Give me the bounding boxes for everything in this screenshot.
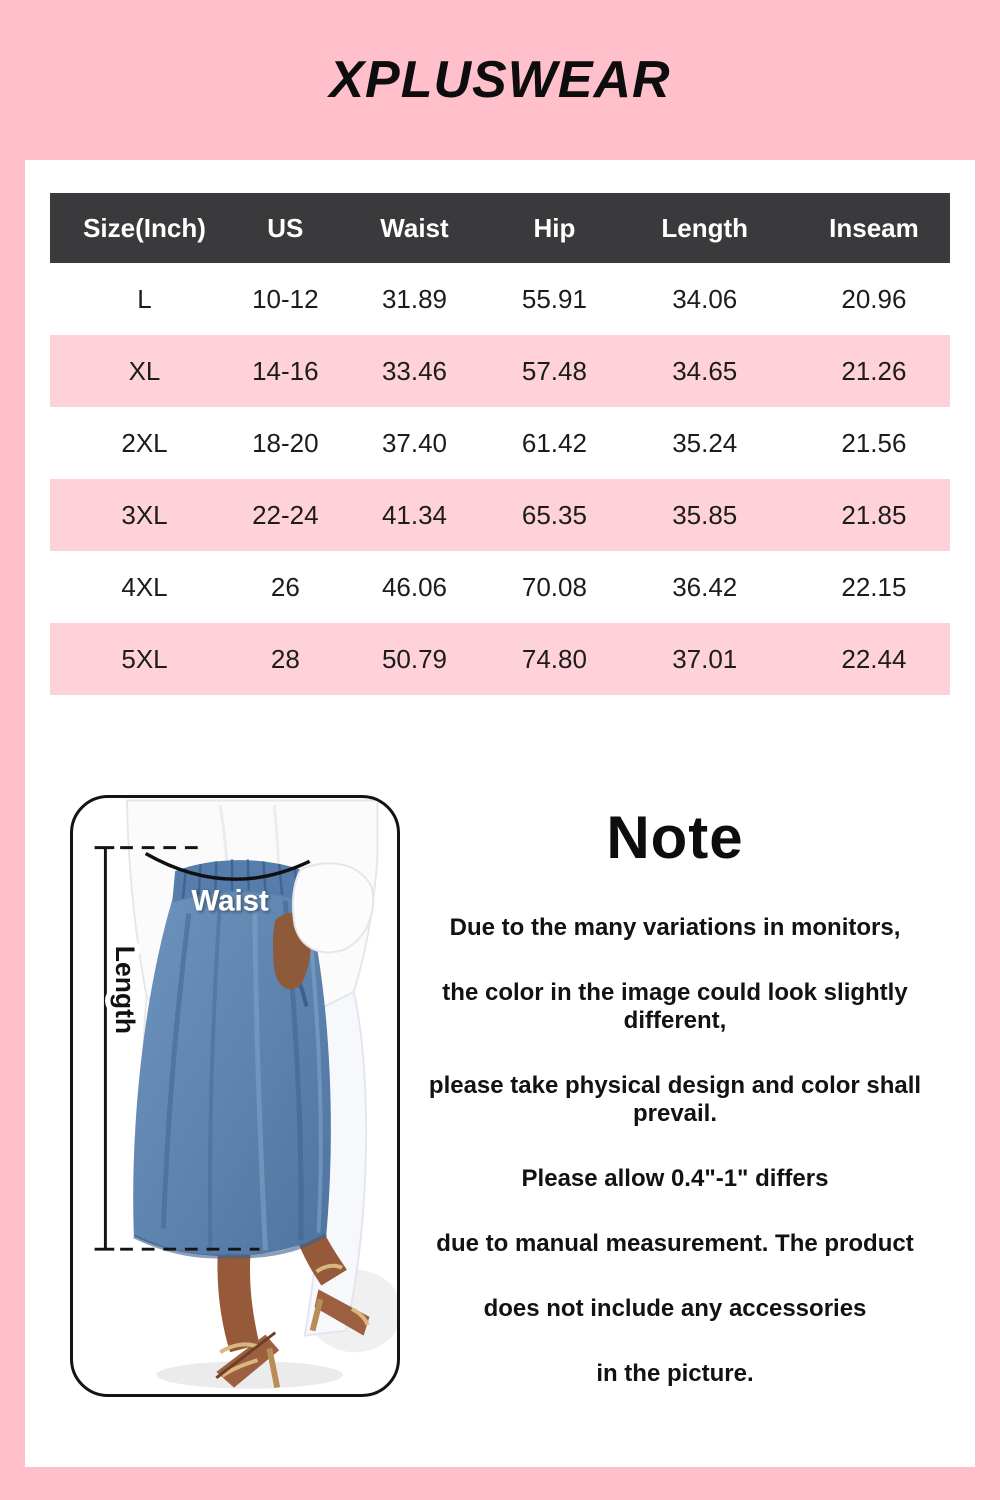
note-line: the color in the image could look slightly different, — [442, 979, 908, 1034]
table-cell: 61.42 — [521, 427, 587, 458]
table-cell: 3XL — [121, 499, 168, 530]
table-cell: 22.15 — [841, 571, 907, 602]
table-cell: 70.08 — [521, 571, 587, 602]
table-cell: 35.85 — [672, 499, 738, 530]
table-cell: 22-24 — [252, 499, 319, 530]
table-cell: 34.06 — [672, 283, 738, 314]
note-section — [400, 795, 950, 1425]
table-cell: 74.80 — [521, 643, 587, 674]
table-cell: 36.42 — [672, 571, 738, 602]
note-line: please take physical design and color shall prevail. — [428, 1072, 922, 1127]
table-cell: 35.24 — [672, 427, 738, 458]
table-cell: 46.06 — [381, 571, 448, 602]
table-row — [50, 407, 950, 479]
table-cell: 18-20 — [252, 427, 319, 458]
table-row — [50, 623, 950, 695]
table-cell: 41.34 — [381, 499, 448, 530]
note-line: Due to the many variations in monitors, — [449, 914, 901, 941]
column-header: Size(Inch) — [50, 193, 239, 263]
note-line: does not include any accessories — [483, 1295, 867, 1322]
note-line: in the picture. — [596, 1360, 754, 1387]
brand-logo: XPLUSWEAR — [329, 51, 671, 109]
column-header: Hip — [497, 193, 611, 263]
table-cell: 28 — [270, 643, 300, 674]
content-card — [25, 160, 975, 1467]
table-cell: 22.44 — [841, 643, 907, 674]
table-cell: 26 — [270, 571, 300, 602]
table-cell: 10-12 — [252, 283, 319, 314]
note-line: due to manual measurement. The product — [436, 1230, 914, 1257]
size-table-header-row — [50, 193, 950, 263]
table-row — [50, 263, 950, 335]
table-cell: 21.85 — [841, 499, 907, 530]
note-title: Note — [606, 804, 744, 871]
note-body — [410, 914, 940, 1388]
bottom-section — [50, 795, 950, 1425]
table-cell: 57.48 — [521, 355, 587, 386]
table-cell: 55.91 — [521, 283, 587, 314]
table-cell: 5XL — [121, 643, 168, 674]
table-cell: 21.26 — [841, 355, 907, 386]
size-table — [50, 193, 950, 695]
waist-label: Waist — [191, 884, 269, 918]
table-cell: 4XL — [121, 571, 168, 602]
column-header: Waist — [332, 193, 498, 263]
table-row — [50, 551, 950, 623]
table-row — [50, 479, 950, 551]
table-cell: 37.40 — [381, 427, 448, 458]
table-cell: L — [137, 283, 152, 314]
table-cell: 65.35 — [521, 499, 587, 530]
measurement-photo — [73, 798, 397, 1394]
table-cell: XL — [128, 355, 161, 386]
brand-header — [0, 0, 1000, 160]
table-row — [50, 335, 950, 407]
table-cell: 21.56 — [841, 427, 907, 458]
column-header: Inseam — [798, 193, 950, 263]
table-cell: 2XL — [121, 427, 168, 458]
note-line: Please allow 0.4"-1" differs — [521, 1165, 829, 1192]
size-table-body — [50, 263, 950, 695]
table-cell: 50.79 — [381, 643, 448, 674]
length-label: Length — [110, 945, 141, 1035]
column-header: US — [239, 193, 332, 263]
table-cell: 20.96 — [841, 283, 907, 314]
table-cell: 33.46 — [381, 355, 448, 386]
table-cell: 37.01 — [672, 643, 738, 674]
table-cell: 14-16 — [252, 355, 319, 386]
product-photo-card — [70, 795, 400, 1397]
table-cell: 31.89 — [381, 283, 448, 314]
table-cell: 34.65 — [672, 355, 738, 386]
column-header: Length — [612, 193, 798, 263]
